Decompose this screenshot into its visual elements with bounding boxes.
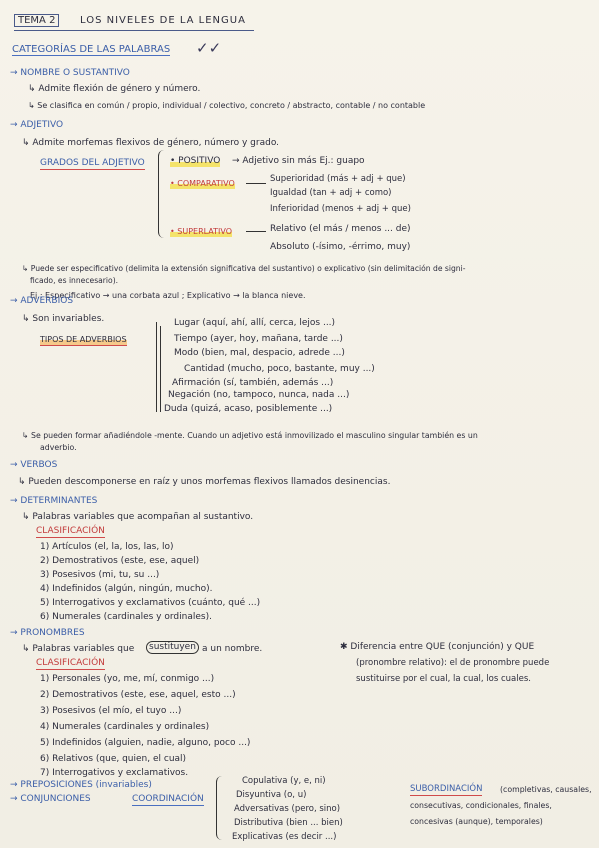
- que-note-line2: (pronombre relativo): el de pronombre puede: [356, 658, 550, 668]
- det-item-2: 2) Demostrativos (este, ese, aquel): [40, 556, 200, 566]
- adv-modo: Modo (bien, mal, despacio, adrede ...): [174, 348, 345, 358]
- verbos-title: → VERBOS: [10, 460, 58, 470]
- tema-badge: TEMA 2: [14, 14, 59, 27]
- que-note-line1: ✱ Diferencia entre QUE (conjunción) y QUE: [340, 642, 535, 652]
- title-underline: [14, 30, 254, 31]
- coord-distributiva: Distributiva (bien ... bien): [234, 818, 343, 828]
- comp-inferioridad: Inferioridad (menos + adj + que): [270, 204, 411, 214]
- coordinacion-label: COORDINACIÓN: [132, 794, 204, 804]
- sup-connector: [246, 231, 266, 232]
- comparativo-label: • COMPARATIVO: [170, 179, 235, 188]
- pron-item-7: 7) Interrogativos y exclamativos.: [40, 768, 189, 778]
- subordinacion-line2: consecutivas, condicionales, finales,: [410, 801, 552, 810]
- especificativo-line1: ↳ Puede ser especificativo (delimita la extensión significativa del sustantivo) o explicativo (sin delimitación de signi-: [22, 264, 466, 273]
- det-item-5: 5) Interrogativos y exclamativos (cuánto, qué ...): [40, 598, 261, 608]
- tipos-vline-1: [156, 322, 157, 412]
- subordinacion-label: SUBORDINACIÓN: [410, 784, 483, 794]
- adverbios-line1: ↳ Son invariables.: [22, 314, 105, 324]
- adv-tiempo: Tiempo (ayer, hoy, mañana, tarde ...): [174, 334, 343, 344]
- det-item-4: 4) Indefinidos (algún, ningún, mucho).: [40, 584, 213, 594]
- pronombres-line1a: ↳ Palabras variables que: [22, 644, 135, 654]
- coord-explicativas: Explicativas (es decir ...): [232, 832, 337, 842]
- adv-cantidad: Cantidad (mucho, poco, bastante, muy ...): [184, 364, 375, 374]
- grados-brace: [158, 150, 169, 238]
- coord-disyuntiva: Disyuntiva (o, u): [236, 790, 307, 800]
- categorias-title: CATEGORÍAS DE LAS PALABRAS: [12, 44, 171, 55]
- conjunciones-title: → CONJUNCIONES: [10, 794, 91, 804]
- sup-absoluto: Absoluto (-ísimo, -érrimo, muy): [270, 242, 411, 252]
- pronombres-clasificacion: CLASIFICACIÓN: [36, 658, 105, 668]
- sustantivo-title: → NOMBRE O SUSTANTIVO: [10, 68, 130, 78]
- pronombres-line1c: a un nombre.: [202, 644, 263, 654]
- que-note-line3: sustituirse por el cual, la cual, los cuales.: [356, 674, 531, 684]
- adv-negacion: Negación (no, tampoco, nunca, nada ...): [168, 390, 350, 400]
- subordinacion-line1: (completivas, causales,: [500, 785, 592, 794]
- pronombres-title: → PRONOMBRES: [10, 628, 85, 638]
- det-item-3: 3) Posesivos (mi, tu, su ...): [40, 570, 160, 580]
- verbos-line1: ↳ Pueden descomponerse en raíz y unos morfemas flexivos llamados desinencias.: [18, 477, 391, 487]
- comp-superioridad: Superioridad (más + adj + que): [270, 174, 406, 184]
- pron-item-1: 1) Personales (yo, me, mí, conmigo ...): [40, 674, 215, 684]
- pron-item-3: 3) Posesivos (el mío, el tuyo ...): [40, 706, 182, 716]
- det-item-1: 1) Artículos (el, la, los, las, lo): [40, 542, 174, 552]
- sustantivo-line1: ↳ Admite flexión de género y número.: [28, 84, 201, 94]
- adjetivo-title: → ADJETIVO: [10, 120, 64, 130]
- pron-item-4: 4) Numerales (cardinales y ordinales): [40, 722, 210, 732]
- check-marks: ✓✓: [196, 39, 222, 57]
- subordinacion-line3: concesivas (aunque), temporales): [410, 817, 543, 826]
- comp-connector: [246, 183, 266, 184]
- coordinacion-brace: [216, 776, 225, 840]
- pron-item-6: 6) Relativos (que, quien, el cual): [40, 754, 187, 764]
- adv-duda: Duda (quizá, acaso, posiblemente ...): [164, 404, 333, 414]
- tipos-adverbios-label: TIPOS DE ADVERBIOS: [40, 335, 127, 344]
- sustantivo-line2: ↳ Se clasifica en común / propio, individual / colectivo, concreto / abstracto, contable / no contable: [28, 101, 426, 110]
- superlativo-label: • SUPERLATIVO: [170, 227, 232, 236]
- coord-copulativa: Copulativa (y, e, ni): [242, 776, 326, 786]
- pron-item-5: 5) Indefinidos (alguien, nadie, alguno, poco ...): [40, 738, 251, 748]
- positivo-desc: → Adjetivo sin más Ej.: guapo: [232, 156, 365, 166]
- adverbios-title: → ADVERBIOS: [10, 296, 74, 306]
- comp-igualdad: Igualdad (tan + adj + como): [270, 188, 392, 198]
- sup-relativo: Relativo (el más / menos ... de): [270, 224, 411, 234]
- adverbios-mente-line2: adverbio.: [40, 443, 77, 452]
- preposiciones-title: → PREPOSICIONES (invariables): [10, 780, 152, 790]
- det-item-6: 6) Numerales (cardinales y ordinales).: [40, 612, 212, 622]
- coord-adversativas: Adversativas (pero, sino): [234, 804, 341, 814]
- pronombres-sustituyen: sustituyen: [146, 641, 199, 654]
- pron-item-2: 2) Demostrativos (este, ese, aquel, esto ...): [40, 690, 236, 700]
- tipos-vline-2: [160, 326, 161, 412]
- adv-afirmacion: Afirmación (sí, también, además ...): [172, 378, 334, 388]
- adv-lugar: Lugar (aquí, ahí, allí, cerca, lejos ...): [174, 318, 336, 328]
- adverbios-mente-line1: ↳ Se pueden formar añadiéndole -mente. Cuando un adjetivo está inmovilizado el masculino singular también es un: [22, 431, 478, 440]
- page-title: LOS NIVELES DE LA LENGUA: [80, 15, 246, 26]
- determinantes-line1: ↳ Palabras variables que acompañan al sustantivo.: [22, 512, 254, 522]
- grados-label: GRADOS DEL ADJETIVO: [40, 158, 145, 168]
- determinantes-clasificacion: CLASIFICACIÓN: [36, 526, 105, 536]
- positivo-label: • POSITIVO: [170, 156, 221, 166]
- adjetivo-line1: ↳ Admite morfemas flexivos de género, número y grado.: [22, 138, 280, 148]
- especificativo-example: Ej.: Especificativo → una corbata azul ; Explicativo → la blanca nieve.: [30, 291, 306, 300]
- determinantes-title: → DETERMINANTES: [10, 496, 98, 506]
- especificativo-line2: ficado, es innecesario).: [30, 276, 119, 285]
